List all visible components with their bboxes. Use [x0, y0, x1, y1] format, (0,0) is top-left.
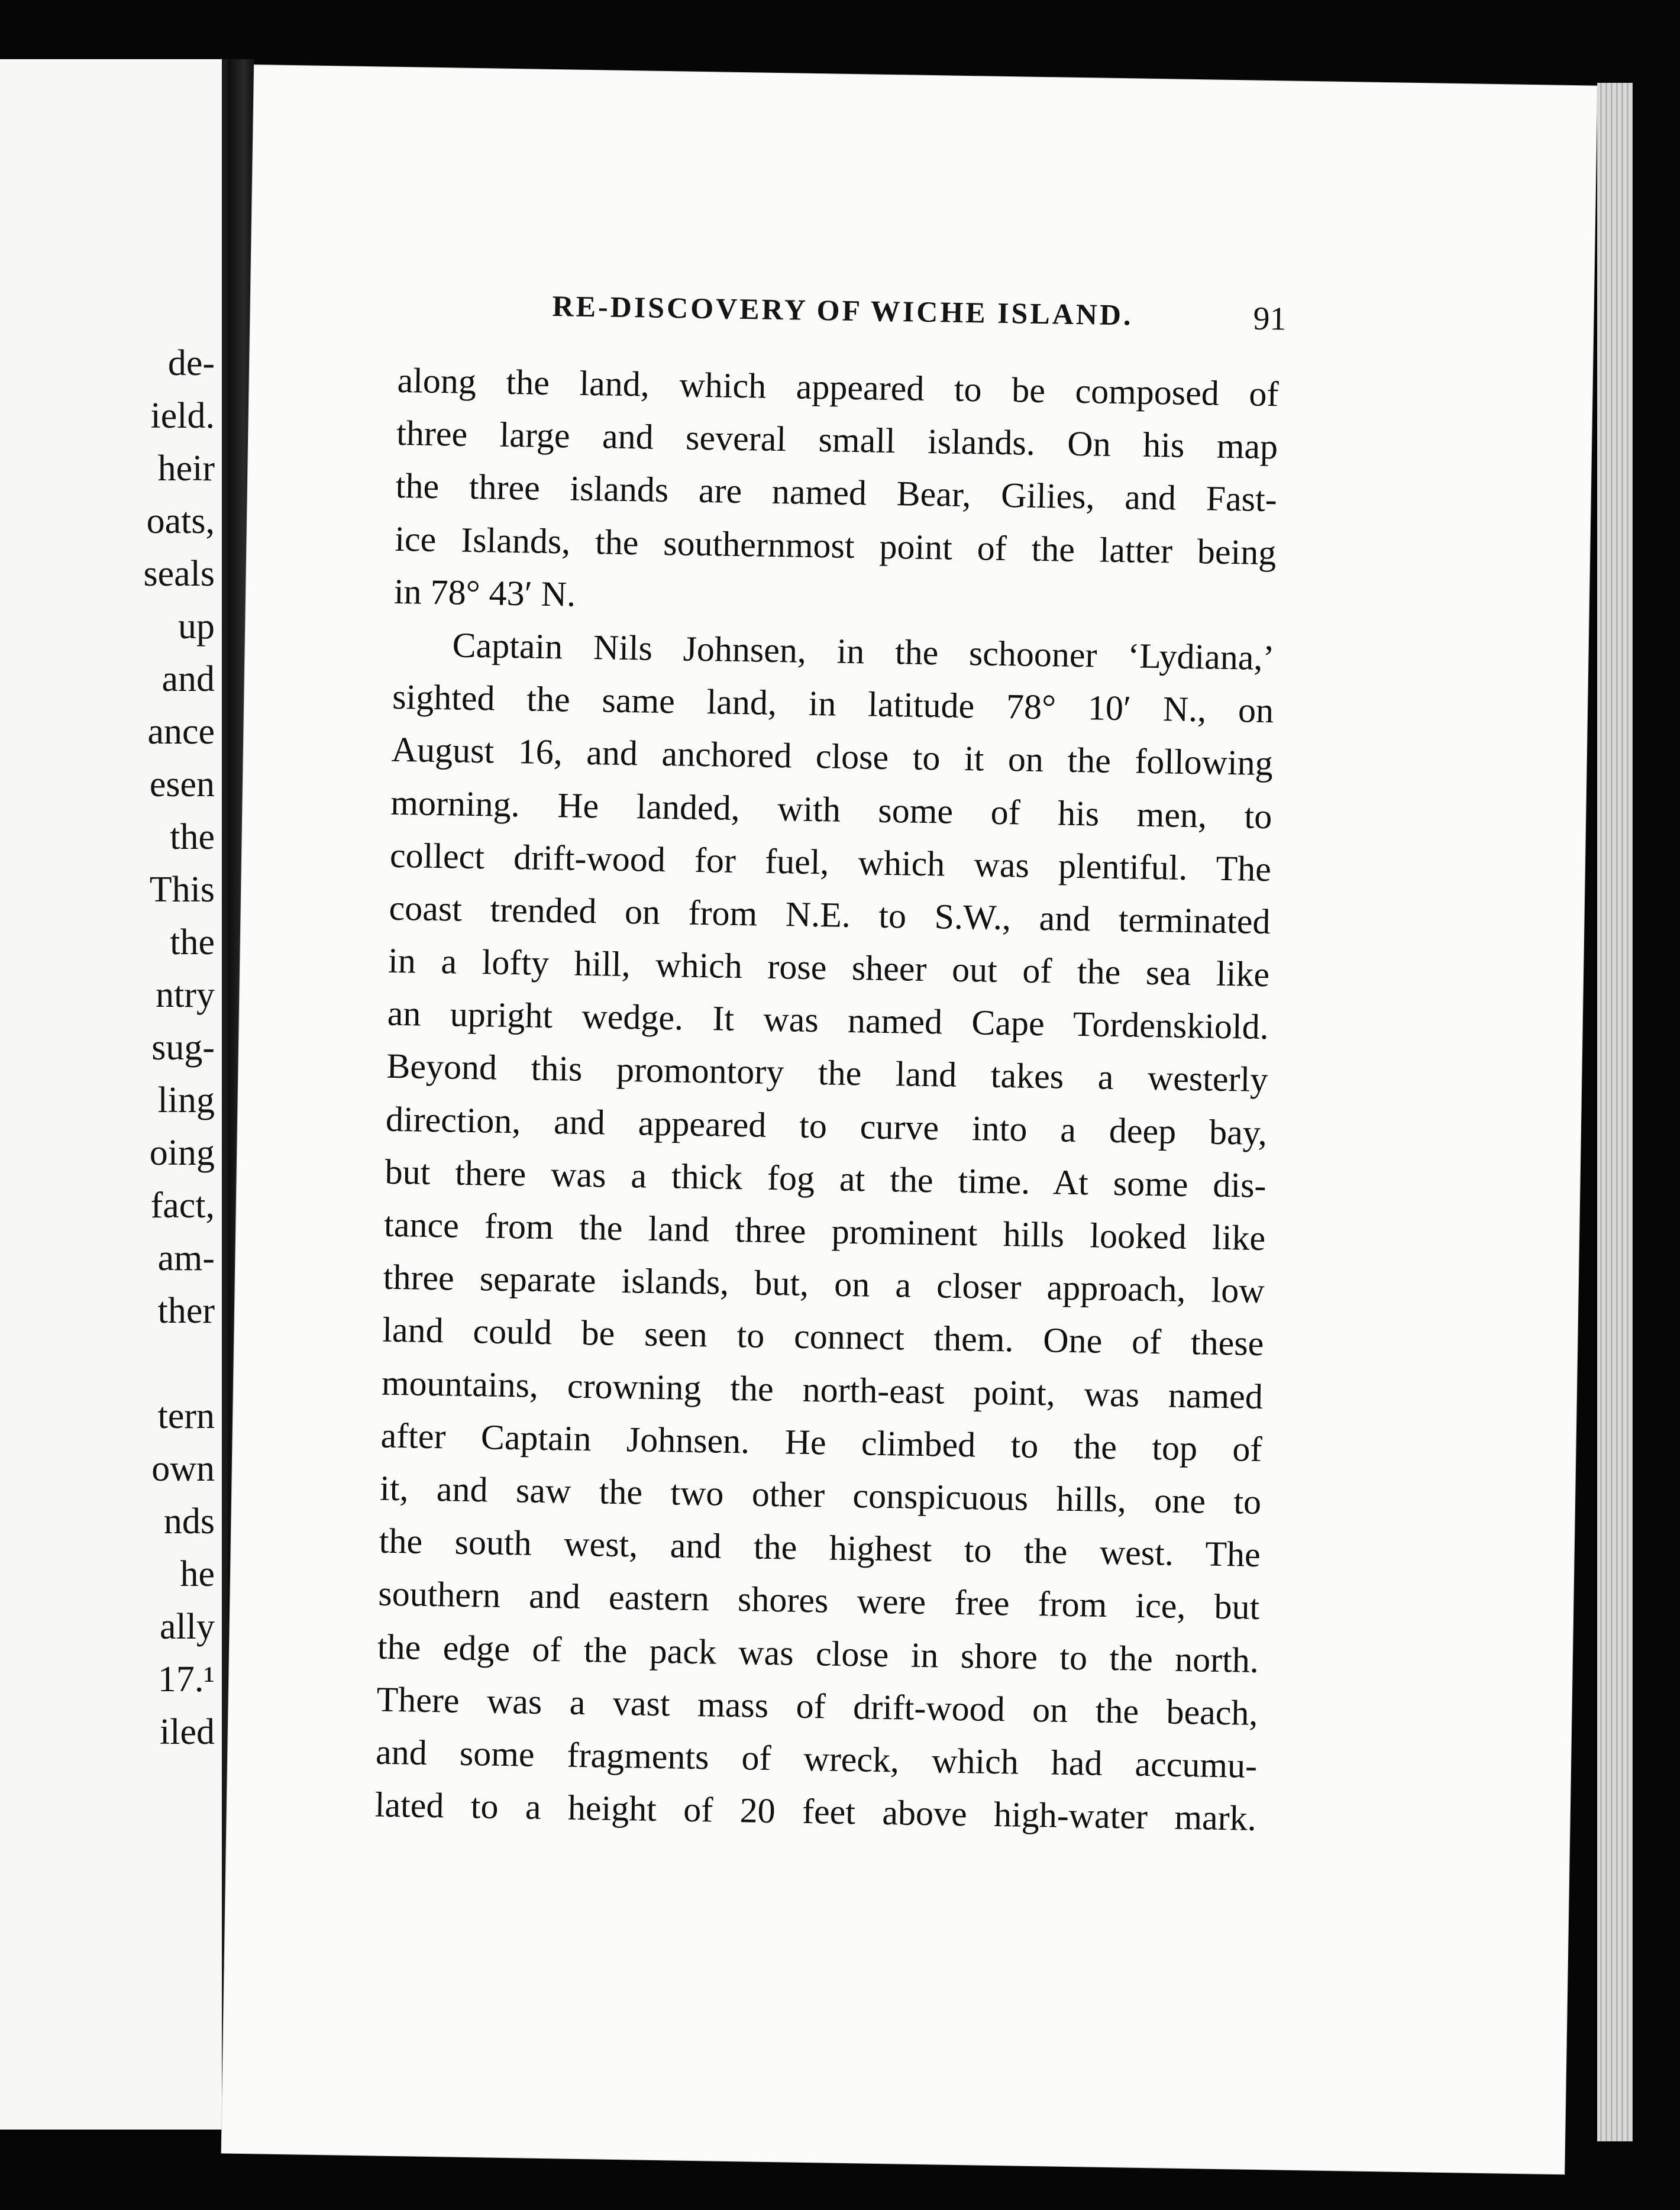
body-text	[374, 354, 1279, 1845]
text-line: three large and several small islands. On his map	[396, 413, 1278, 467]
left-line: tern	[157, 1396, 215, 1436]
left-line: iled	[160, 1712, 215, 1752]
left-line: the	[170, 922, 215, 962]
left-line: 17.¹	[157, 1659, 215, 1699]
page-edges	[1597, 83, 1633, 2141]
text-line: Beyond this promontory the land takes a westerly	[386, 1046, 1268, 1100]
left-line: This	[149, 870, 215, 910]
text-line: mountains, crowning the north-east point, was named	[381, 1363, 1264, 1416]
text-line: Captain Nils Johnsen, in the schooner ‘Lydiana,’	[452, 625, 1275, 678]
text-line: lated to a height of 20 feet above high-water mark.	[374, 1785, 1257, 1839]
text-line: an upright wedge. It was named Cape Tordenskiold.	[387, 993, 1269, 1047]
left-line: and	[161, 659, 215, 699]
text-line: land could be seen to connect them. One of these	[382, 1310, 1264, 1364]
text-line: direction, and appeared to curve into a deep bay,	[385, 1099, 1268, 1152]
left-line: seals	[143, 554, 215, 594]
left-line: fact,	[150, 1185, 215, 1226]
left-line: de-	[167, 343, 215, 383]
text-line: morning. He landed, with some of his men, to	[390, 783, 1272, 836]
text-line: ice Islands, the southernmost point of the latter being	[394, 519, 1277, 572]
text-line: the edge of the pack was close in shore to the north.	[377, 1627, 1259, 1680]
left-line: ally	[160, 1607, 215, 1647]
text-line: three separate islands, but, on a closer approach, low	[383, 1257, 1265, 1311]
text-line: it, and saw the two other conspicuous hills, one to	[379, 1468, 1262, 1521]
text-line: in 78° 43′ N.	[393, 571, 576, 614]
left-line: heir	[157, 448, 215, 489]
running-title: RE-DISCOVERY OF WICHE ISLAND.	[552, 289, 1133, 332]
running-head	[250, 284, 1594, 358]
left-page-text	[143, 337, 215, 1759]
text-line: and some fragments of wreck, which had accumu-	[375, 1732, 1258, 1785]
left-line: ance	[147, 712, 215, 752]
text-line: in a lofty hill, which rose sheer out of the sea like	[387, 941, 1270, 994]
text-line: August 16, and anchored close to it on the following	[391, 730, 1274, 783]
left-line: ther	[157, 1291, 215, 1331]
left-line: oing	[149, 1133, 215, 1173]
text-line: the three islands are named Bear, Gilies, and Fast-	[395, 466, 1278, 519]
right-page	[222, 65, 1597, 2174]
text-line: sighted the same land, in latitude 78° 10′ N., on	[392, 677, 1274, 731]
left-line: am-	[157, 1238, 215, 1278]
text-line: southern and eastern shores were free from ice, but	[377, 1574, 1260, 1627]
text-line: after Captain Johnsen. He climbed to the top of	[380, 1416, 1262, 1469]
text-line: collect drift-wood for fuel, which was plentiful. The	[389, 835, 1272, 888]
left-line: ield.	[150, 396, 215, 436]
text-line: tance from the land three prominent hills looked like	[383, 1204, 1266, 1258]
left-line: oats,	[146, 501, 215, 541]
text-line: coast trended on from N.E. to S.W., and terminated	[389, 888, 1271, 942]
page-number: 91	[1252, 300, 1287, 338]
text-line: the south west, and the highest to the west. The	[379, 1521, 1261, 1575]
left-line: ling	[157, 1080, 215, 1120]
left-line: he	[180, 1554, 215, 1594]
left-line: esen	[149, 764, 215, 804]
left-line: own	[151, 1449, 215, 1489]
left-line: sug-	[151, 1028, 215, 1068]
left-page	[0, 59, 228, 2130]
text-line: but there was a thick fog at the time. At some dis-	[385, 1152, 1267, 1205]
left-line: ntry	[156, 975, 215, 1015]
text-line: There was a vast mass of drift-wood on the beach,	[376, 1679, 1258, 1733]
left-line: up	[178, 606, 215, 647]
text-line: along the land, which appeared to be composed of	[397, 360, 1279, 414]
left-line: the	[170, 817, 215, 857]
left-line: nds	[163, 1501, 215, 1542]
left-line-gap	[143, 1337, 215, 1390]
